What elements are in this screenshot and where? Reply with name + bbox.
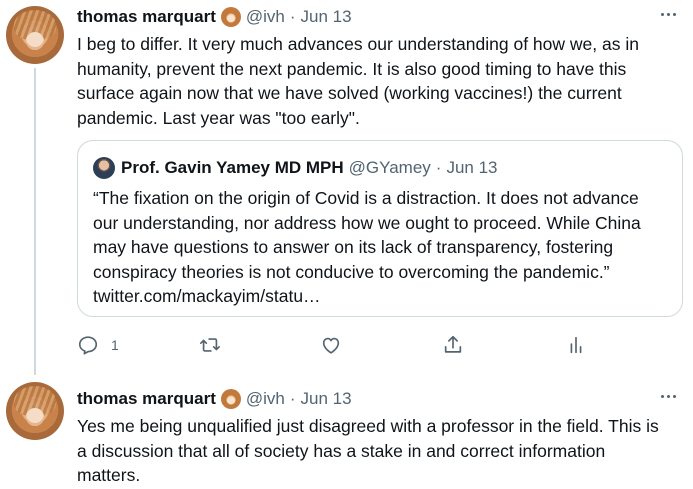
reply-icon bbox=[77, 334, 99, 356]
avatar[interactable] bbox=[6, 6, 64, 64]
tweet-text bbox=[77, 32, 683, 130]
tweet[interactable] bbox=[0, 376, 693, 489]
quoted-text-line: our understanding, nor address how we ought to proceed. While China bbox=[93, 212, 641, 233]
tweet-header bbox=[77, 7, 352, 27]
quoted-avatar bbox=[93, 157, 115, 179]
quoted-tweet-header bbox=[93, 158, 498, 178]
lion-emoji-icon bbox=[221, 389, 241, 409]
tweet-text-line: humanity, prevent the next pandemic. It is also good timing to have this bbox=[77, 58, 627, 79]
tweet-text-line: matters. bbox=[77, 465, 141, 485]
analytics-button[interactable] bbox=[565, 332, 587, 358]
quoted-author-handle: @GYamey bbox=[348, 158, 431, 177]
author-name[interactable]: thomas marquart bbox=[77, 7, 216, 26]
more-dot bbox=[673, 395, 676, 398]
tweet-text bbox=[77, 414, 683, 488]
like-icon bbox=[320, 334, 342, 356]
lion-emoji-icon bbox=[221, 7, 241, 27]
quoted-link[interactable]: twitter.com/mackayim/statu… bbox=[93, 286, 321, 306]
action-bar bbox=[77, 332, 617, 358]
tweet-text-line: I beg to differ. It very much advances our understanding of how we, as in bbox=[77, 34, 639, 54]
share-icon bbox=[442, 334, 464, 356]
retweet-button[interactable] bbox=[198, 332, 222, 358]
separator-dot: · bbox=[289, 7, 296, 26]
more-dot bbox=[667, 13, 670, 16]
more-dot bbox=[661, 395, 664, 398]
quoted-text-line: conspiracy theories is not conducive to overcoming the pandemic.” bbox=[93, 261, 610, 282]
separator-dot: · bbox=[289, 389, 296, 408]
more-dot bbox=[661, 13, 664, 16]
tweet-text-line: Yes me being unqualified just disagreed with a professor in the field. This is bbox=[77, 416, 659, 436]
author-handle[interactable]: @ivh bbox=[245, 7, 285, 26]
retweet-icon bbox=[198, 334, 222, 356]
tweet-date[interactable]: Jun 13 bbox=[300, 389, 352, 408]
avatar[interactable] bbox=[6, 382, 64, 440]
reply-count: 1 bbox=[111, 337, 119, 353]
quoted-author-name: Prof. Gavin Yamey MD MPH bbox=[121, 158, 344, 177]
quoted-tweet-text bbox=[93, 186, 673, 309]
author-name[interactable]: thomas marquart bbox=[77, 389, 216, 408]
tweet-date[interactable]: Jun 13 bbox=[300, 7, 352, 26]
quoted-tweet[interactable] bbox=[77, 140, 683, 317]
quoted-text-line: “The fixation on the origin of Covid is a distraction. It does not advance bbox=[93, 188, 639, 208]
analytics-icon bbox=[565, 334, 587, 356]
more-dot bbox=[673, 13, 676, 16]
tweet-header bbox=[77, 389, 352, 409]
separator-dot: · bbox=[435, 158, 442, 177]
tweet-text-line: pandemic. Last year was "too early". bbox=[77, 107, 360, 128]
thread-line bbox=[34, 68, 36, 375]
quoted-tweet-date: Jun 13 bbox=[446, 158, 498, 177]
share-button[interactable] bbox=[442, 332, 464, 358]
more-options-icon[interactable] bbox=[657, 6, 679, 22]
reply-button[interactable] bbox=[77, 332, 119, 358]
more-dot bbox=[667, 395, 670, 398]
more-options-icon[interactable] bbox=[657, 388, 679, 404]
like-button[interactable] bbox=[320, 332, 342, 358]
quoted-text-line: may have questions to answer on its lack of transparency, fostering bbox=[93, 237, 614, 257]
author-handle[interactable]: @ivh bbox=[245, 389, 285, 408]
tweet-text-line: a discussion that all of society has a stake in and correct information bbox=[77, 440, 606, 461]
tweet-text-line: surface again now that we have solved (working vaccines!) the current bbox=[77, 83, 622, 103]
